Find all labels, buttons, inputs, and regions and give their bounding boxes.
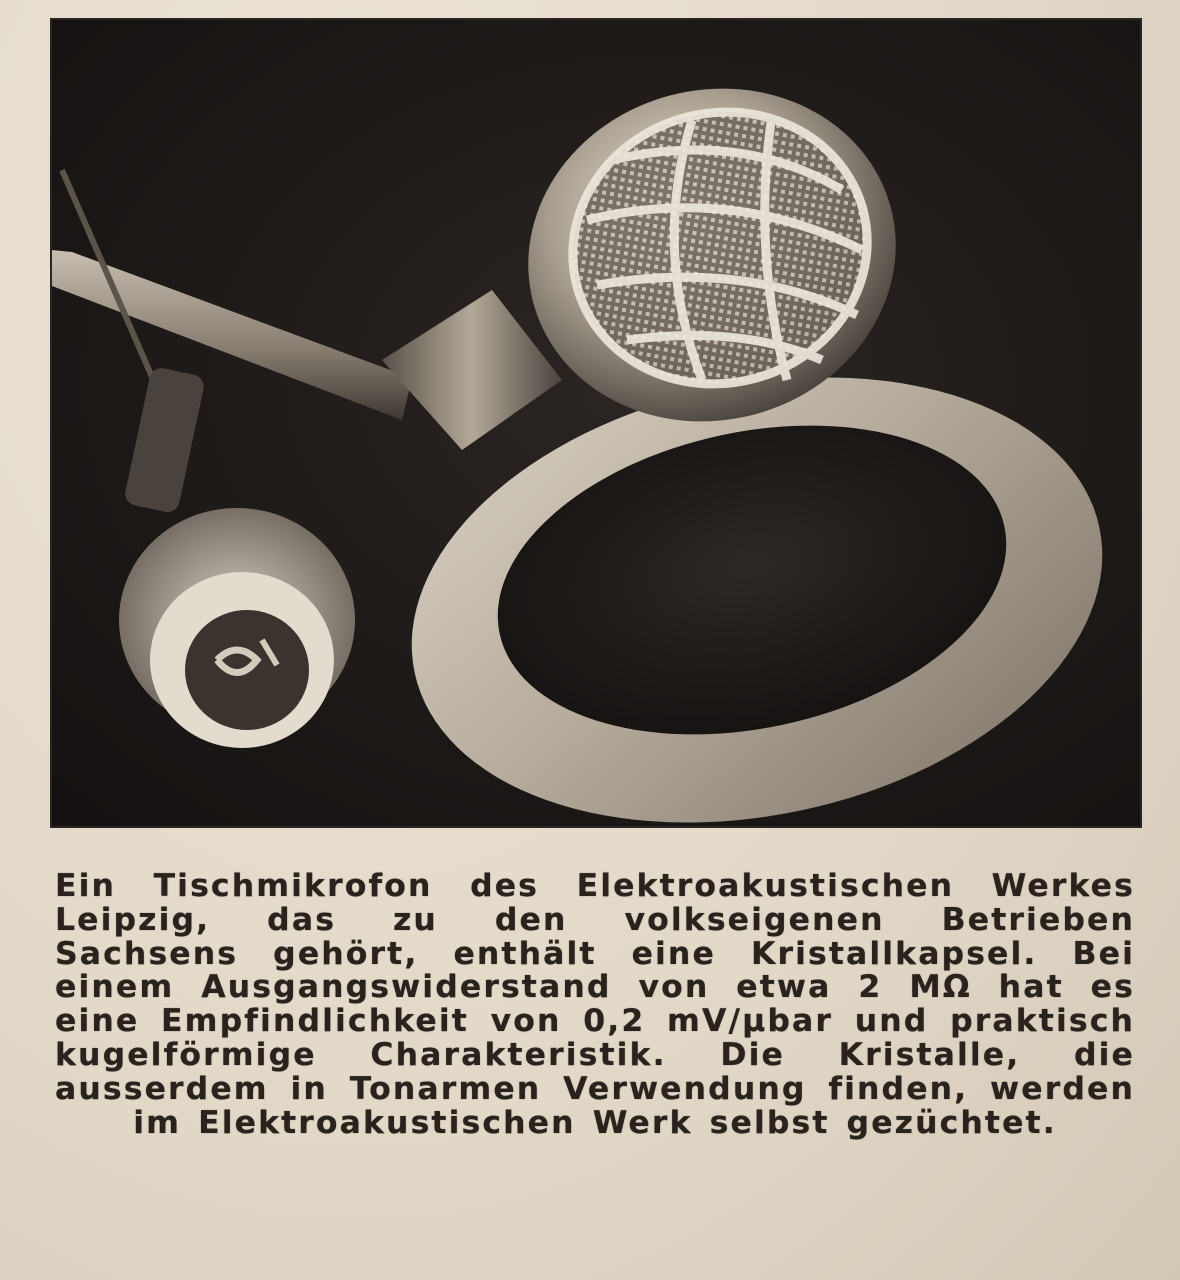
microphone-illustration [52,20,1140,826]
microphone-photo [52,20,1140,826]
photo-caption: Ein Tischmikrofon des Elektroakustischen Werkes Leipzig, das zu den volkseigenen Betrieben Sachsens gehört, enthält eine Kristallkapsel. Bei einem Ausgangswiderstand von etwa 2 MΩ hat es eine Empfindlichkeit von 0,2 mV/µbar und praktisch kugelförmige Charakteristik. Die Kristalle, die ausserdem in Tonarmen Verwendung finden, werden im Elektroakustischen Werk selbst gezüchtet. [55,868,1135,1141]
